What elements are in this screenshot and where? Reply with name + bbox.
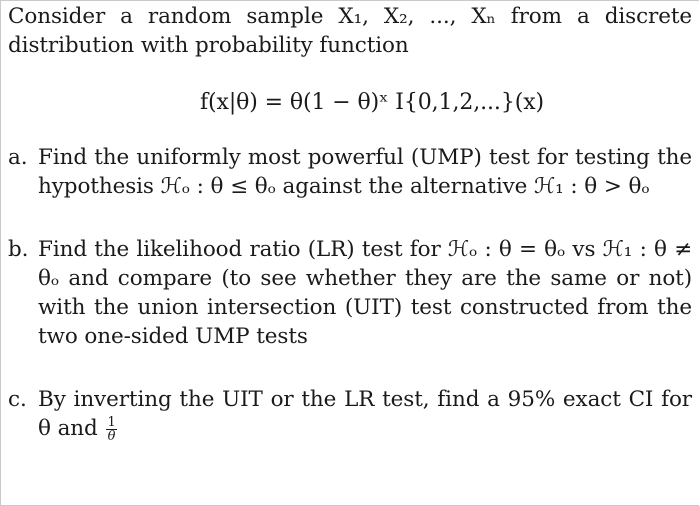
part-c: [8, 385, 692, 443]
part-b: [8, 235, 692, 351]
problem-text: [8, 2, 692, 443]
part-c-text: By inverting the UIT or the LR test, find a 95% exact CI for θ and: [38, 387, 692, 441]
fraction-denominator: θ: [107, 428, 116, 444]
probability-function-formula: f(x|θ) = θ(1 − θ)ˣ I{0,1,2,...}(x): [200, 90, 544, 115]
part-b-label: b.: [8, 237, 29, 262]
one-over-theta-fraction: [106, 416, 116, 443]
part-a-label: a.: [8, 145, 28, 170]
fraction-numerator: 1: [107, 414, 116, 430]
intro-paragraph: Consider a random sample X₁, X₂, ..., Xₙ from a discrete distribution with probability function: [8, 4, 692, 58]
part-b-text: Find the likelihood ratio (LR) test for ℋₒ : θ = θₒ vs ℋ₁ : θ ≠ θₒ and compare (to see whether they are the same or not) with the union intersection (UIT) test constructed from the two one-sided UMP tests: [38, 237, 692, 349]
part-a: [8, 143, 692, 201]
part-c-body: [38, 385, 692, 443]
part-c-label: c.: [8, 387, 27, 412]
part-a-text: Find the uniformly most powerful (UMP) test for testing the hypothesis ℋₒ : θ ≤ θₒ against the alternative ℋ₁ : θ > θₒ: [38, 145, 692, 199]
